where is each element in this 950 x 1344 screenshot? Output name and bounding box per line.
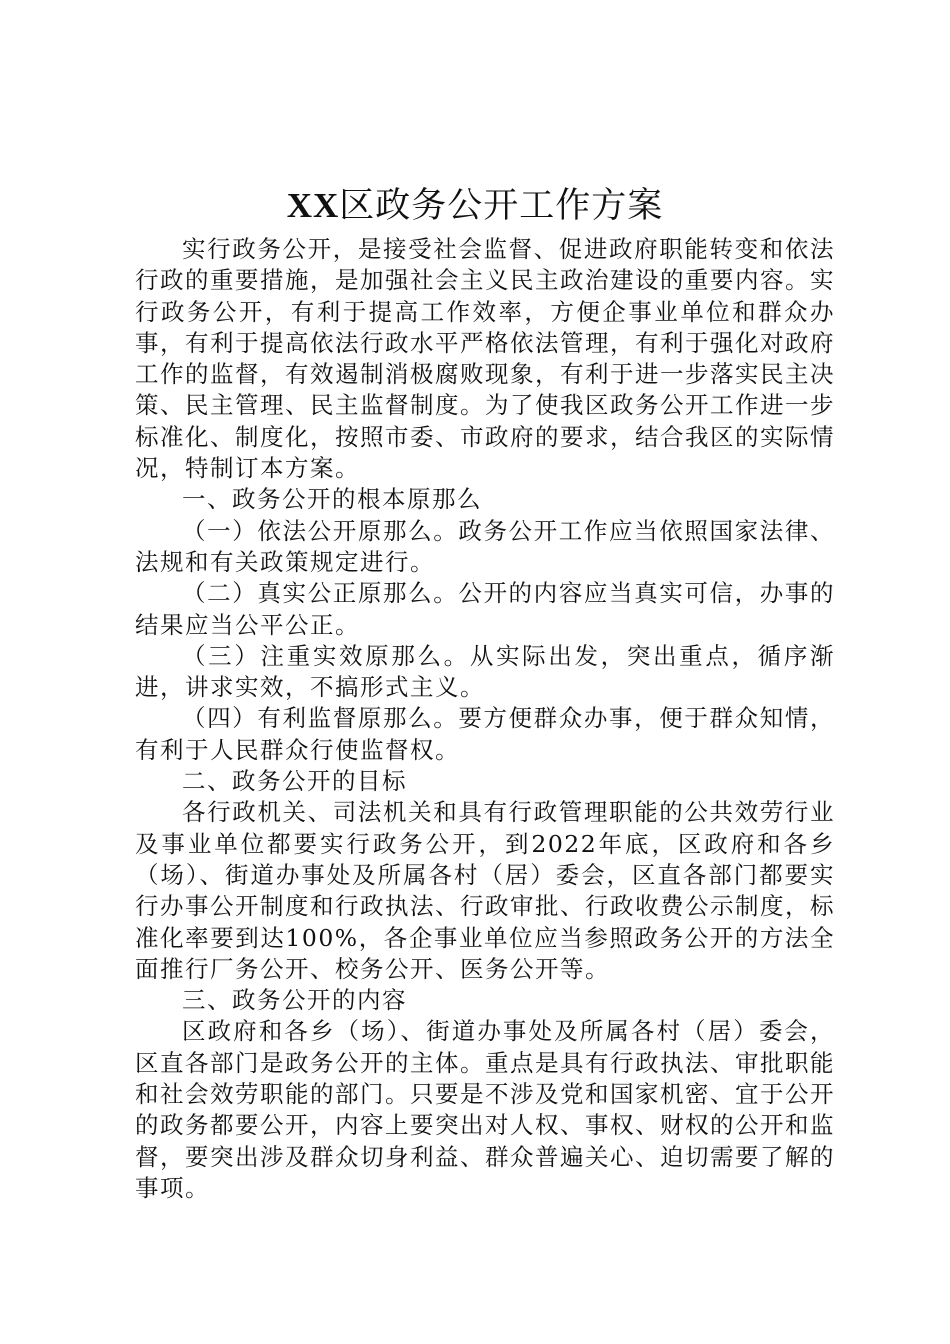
- title-prefix: XX: [286, 186, 340, 225]
- principle-item-1: （一）依法公开原那么。政务公开工作应当依照国家法律、法规和有关政策规定进行。: [135, 516, 835, 576]
- intro-paragraph: 实行政务公开，是接受社会监督、促进政府职能转变和依法行政的重要措施，是加强社会主义民主政治建设的重要内容。实行政务公开，有利于提高工作效率，方便企事业单位和群众办事，有利于提高依法行政水平严格依法管理，有利于强化对政府工作的监督，有效遏制消极腐败现象，有利于进一步落实民主决策、民主管理、民主监督制度。为了使我区政务公开工作进一步标准化、制度化，按照市委、市政府的要求，结合我区的实际情况，特制订本方案。: [135, 235, 835, 483]
- content-paragraph: 区政府和各乡（场）、街道办事处及所属各村（居）委会，区直各部门是政务公开的主体。重点是具有行政执法、审批职能和社会效劳职能的部门。只要是不涉及党和国家机密、宜于公开的政务都要公开，内容上要突出对人权、事权、财权的公开和监督，要突出涉及群众切身利益、群众普遍关心、迫切需要了解的事项。: [135, 1017, 835, 1202]
- document-title: [0, 183, 950, 229]
- document-body: [135, 234, 835, 1204]
- principle-item-2: （二）真实公正原那么。公开的内容应当真实可信，办事的结果应当公平公正。: [135, 579, 835, 639]
- section-heading-content: 三、政务公开的内容: [182, 986, 407, 1015]
- principle-item-4: （四）有利监督原那么。要方便群众办事，便于群众知情，有利于人民群众行使监督权。: [135, 704, 835, 764]
- title-text: 区政务公开工作方案: [339, 186, 664, 226]
- goal-paragraph: 各行政机关、司法机关和具有行政管理职能的公共效劳行业及事业单位都要实行政务公开，到2022年底，区政府和各乡（场）、街道办事处及所属各村（居）委会，区直各部门都要实行办事公开制度和行政执法、行政审批、行政收费公示制度，标准化率要到达100%，各企事业单位应当参照政务公开的方法全面推行厂务公开、校务公开、医务公开等。: [135, 798, 835, 983]
- section-heading-goals: 二、政务公开的目标: [182, 767, 407, 796]
- principle-item-3: （三）注重实效原那么。从实际出发，突出重点，循序渐进，讲求实效，不搞形式主义。: [135, 641, 835, 702]
- section-heading-principles: 一、政务公开的根本原那么: [182, 485, 482, 514]
